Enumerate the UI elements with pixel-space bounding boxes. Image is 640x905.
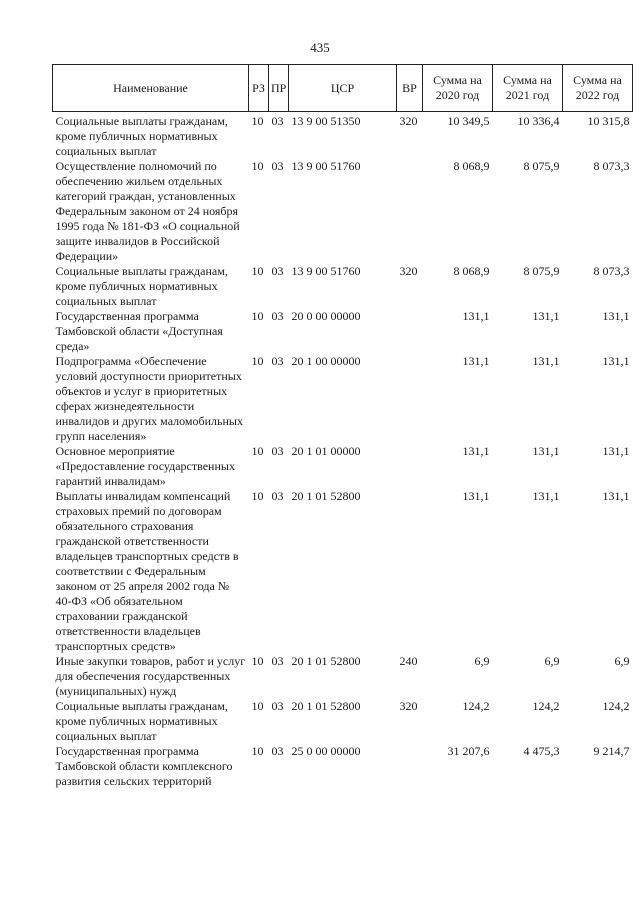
table-row <box>53 444 633 489</box>
table-row <box>53 699 633 744</box>
cell-pr: 03 <box>271 744 284 758</box>
cell-vr <box>397 489 423 654</box>
page-number: 435 <box>310 40 330 55</box>
cell-sum-2020: 8 068,9 <box>453 159 490 173</box>
cell-sum-2021: 8 075,9 <box>523 159 560 173</box>
cell-sum-2020: 6,9 <box>474 654 490 668</box>
cell-sum-2020: 8 068,9 <box>453 264 490 278</box>
cell-rz: 10 <box>251 444 264 458</box>
cell-pr: 03 <box>271 114 284 128</box>
table-row <box>53 264 633 309</box>
cell-csr: 13 9 00 51760 <box>291 159 361 173</box>
table-row <box>53 744 633 789</box>
cell-sum-2022: 124,2 <box>602 699 630 713</box>
cell-sum-2021: 131,1 <box>532 489 560 503</box>
cell-pr: 03 <box>271 654 284 668</box>
cell-name: Социальные выплаты гражданам, кроме публичных нормативных социальных выплат <box>55 114 228 158</box>
cell-vr <box>397 444 423 489</box>
cell-pr: 03 <box>271 444 284 458</box>
cell-pr: 03 <box>271 489 284 503</box>
cell-pr: 03 <box>271 699 284 713</box>
col-header-sum-2020: Сумма на 2020 год <box>423 65 493 112</box>
cell-sum-2022: 131,1 <box>602 354 630 368</box>
cell-csr: 13 9 00 51350 <box>291 114 361 128</box>
cell-pr: 03 <box>271 159 284 173</box>
cell-sum-2021: 10 336,4 <box>517 114 560 128</box>
cell-vr <box>397 744 423 789</box>
col-header-rz: РЗ <box>249 65 269 112</box>
table-row <box>53 354 633 444</box>
cell-sum-2021: 131,1 <box>532 354 560 368</box>
cell-csr: 20 1 01 52800 <box>291 489 361 503</box>
cell-sum-2020: 131,1 <box>462 309 490 323</box>
col-header-pr: ПР <box>269 65 289 112</box>
cell-name: Подпрограмма «Обеспечение условий доступности приоритетных объектов и услуг в приоритетных сферах жизнедеятельности инвалидов и других маломобильных групп населения» <box>55 354 243 443</box>
cell-name: Иные закупки товаров, работ и услуг для обеспечения государственных (муниципальных) нужд <box>55 654 246 698</box>
budget-table <box>52 64 633 789</box>
cell-csr: 20 1 00 00000 <box>291 354 361 368</box>
cell-sum-2021: 8 075,9 <box>523 264 560 278</box>
cell-sum-2020: 131,1 <box>462 354 490 368</box>
cell-name: Основное мероприятие «Предоставление государственных гарантий инвалидам» <box>55 444 235 488</box>
cell-rz: 10 <box>251 489 264 503</box>
cell-sum-2022: 8 073,3 <box>593 159 630 173</box>
cell-sum-2020: 10 349,5 <box>447 114 490 128</box>
cell-rz: 10 <box>251 354 264 368</box>
cell-sum-2021: 131,1 <box>532 444 560 458</box>
cell-name: Государственная программа Тамбовской области «Доступная среда» <box>55 309 223 353</box>
cell-csr: 13 9 00 51760 <box>291 264 361 278</box>
cell-name: Социальные выплаты гражданам, кроме публичных нормативных социальных выплат <box>55 699 228 743</box>
cell-sum-2022: 10 315,8 <box>587 114 630 128</box>
col-header-csr: ЦСР <box>289 65 397 112</box>
cell-rz: 10 <box>251 159 264 173</box>
cell-rz: 10 <box>251 654 264 668</box>
cell-vr <box>397 159 423 264</box>
cell-vr: 320 <box>399 114 418 128</box>
cell-name: Социальные выплаты гражданам, кроме публичных нормативных социальных выплат <box>55 264 228 308</box>
cell-vr: 240 <box>399 654 418 668</box>
cell-sum-2021: 131,1 <box>532 309 560 323</box>
cell-vr: 320 <box>399 699 418 713</box>
cell-pr: 03 <box>271 354 284 368</box>
cell-sum-2022: 131,1 <box>602 444 630 458</box>
table-header-row <box>53 65 633 112</box>
cell-sum-2022: 9 214,7 <box>593 744 630 758</box>
table-row <box>53 309 633 354</box>
cell-rz: 10 <box>251 114 264 128</box>
cell-csr: 25 0 00 00000 <box>291 744 361 758</box>
cell-vr: 320 <box>399 264 418 278</box>
cell-name: Государственная программа Тамбовской области комплексного развития сельских территорий <box>55 744 233 788</box>
table-row <box>53 654 633 699</box>
table-row <box>53 159 633 264</box>
cell-sum-2022: 8 073,3 <box>593 264 630 278</box>
cell-rz: 10 <box>251 744 264 758</box>
cell-csr: 20 1 01 52800 <box>291 654 361 668</box>
table-body <box>53 112 633 790</box>
cell-sum-2020: 131,1 <box>462 489 490 503</box>
col-header-vr: ВР <box>397 65 423 112</box>
cell-rz: 10 <box>251 309 264 323</box>
cell-csr: 20 1 01 52800 <box>291 699 361 713</box>
cell-sum-2022: 131,1 <box>602 309 630 323</box>
cell-name: Осуществление полномочий по обеспечению жильем отдельных категорий граждан, установленных Федеральным законом от 24 ноября 1995 года № 181-ФЗ «О социальной защите инвалидов в Российской Федерации» <box>55 159 240 263</box>
cell-vr <box>397 354 423 444</box>
cell-vr <box>397 309 423 354</box>
cell-sum-2020: 31 207,6 <box>447 744 490 758</box>
cell-sum-2021: 124,2 <box>532 699 560 713</box>
cell-sum-2022: 131,1 <box>602 489 630 503</box>
cell-sum-2020: 124,2 <box>462 699 490 713</box>
cell-sum-2020: 131,1 <box>462 444 490 458</box>
col-header-name: Наименование <box>53 65 249 112</box>
cell-pr: 03 <box>271 309 284 323</box>
cell-sum-2021: 4 475,3 <box>523 744 560 758</box>
cell-rz: 10 <box>251 264 264 278</box>
cell-pr: 03 <box>271 264 284 278</box>
table-row <box>53 112 633 160</box>
col-header-sum-2022: Сумма на 2022 год <box>563 65 633 112</box>
cell-csr: 20 0 00 00000 <box>291 309 361 323</box>
cell-sum-2021: 6,9 <box>544 654 560 668</box>
cell-name: Выплаты инвалидам компенсаций страховых премий по договорам обязательного страхования гражданской ответственности владельцев транспортных средств в соответствии с Федеральным законом от 25 апреля 2002 года № 40-ФЗ «Об обязательном страховании гражданской ответственности владельцев транспортных средств» <box>55 489 239 653</box>
cell-csr: 20 1 01 00000 <box>291 444 361 458</box>
table-row <box>53 489 633 654</box>
col-header-sum-2021: Сумма на 2021 год <box>493 65 563 112</box>
cell-sum-2022: 6,9 <box>614 654 630 668</box>
cell-rz: 10 <box>251 699 264 713</box>
